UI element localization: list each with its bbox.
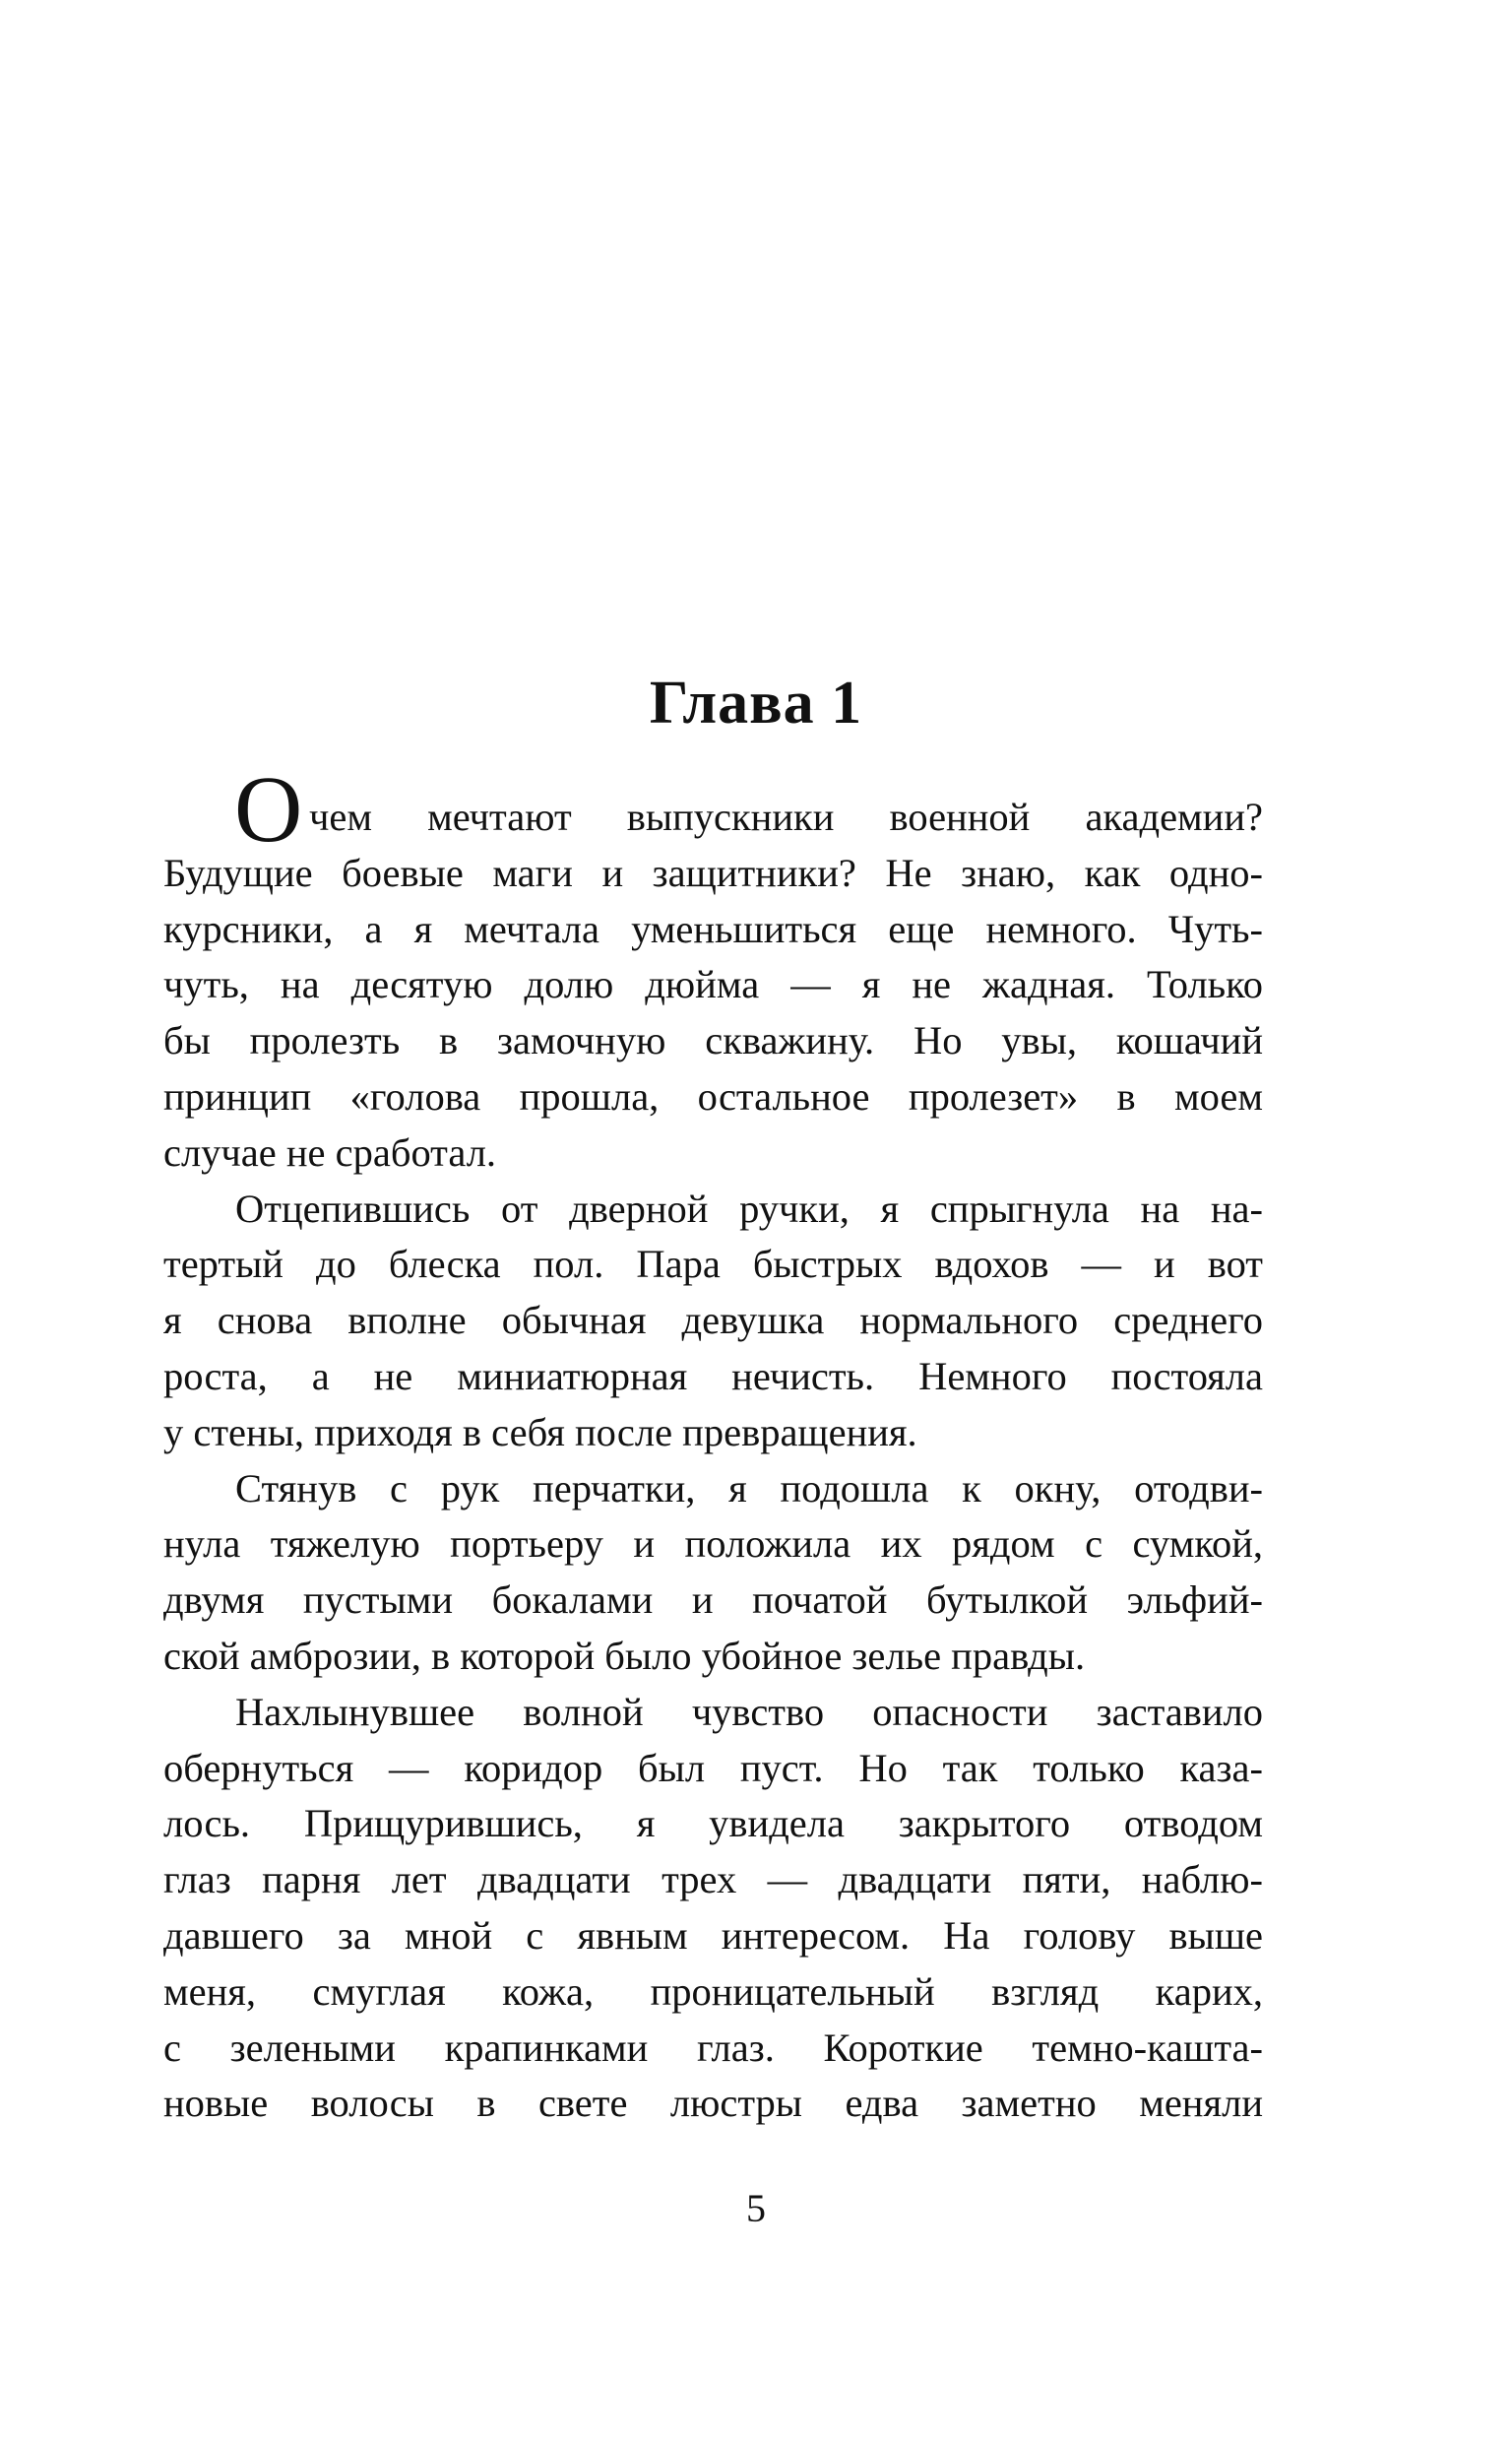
paragraph-4 [163,1685,1263,2132]
text-line: Стянув с рук перчатки, я подошла к окну, отодви- [235,1465,1263,1511]
text-line: бы пролезть в замочную скважину. Но увы, кошачий [163,1018,1263,1063]
text-line-content: чем мечтают выпускники военной академии? [309,795,1263,839]
text-line: я снова вполне обычная девушка нормального среднего [163,1298,1263,1343]
text-line: лось. Прищурившись, я увидела закрытого отводом [163,1801,1263,1846]
text-line: у стены, приходя в себя после превращения. [163,1409,917,1454]
text-line: чуть, на десятую долю дюйма — я не жадная. Только [163,962,1263,1007]
text-line: принцип «голова прошла, остальное пролезет» в моем [163,1073,1263,1119]
text-line: меня, смуглая кожа, проницательный взгляд карих, [163,1968,1263,2014]
text-line: Будущие боевые маги и защитники? Не знаю, как одно- [163,850,1263,895]
text-line: глаз парня лет двадцати трех — двадцати пяти, наблю- [163,1857,1263,1902]
text-line: нула тяжелую портьеру и положила их рядом с сумкой, [163,1521,1263,1567]
paragraph-3 [163,1461,1263,1685]
drop-cap: О [234,756,303,862]
text-line: двумя пустыми бокалами и початой бутылкой эльфий- [163,1577,1263,1623]
text-line: обернуться — коридор был пуст. Но так только каза- [163,1745,1263,1790]
text-line: ской амброзии, в которой было убойное зелье правды. [163,1633,1086,1678]
page-number: 5 [746,2186,766,2230]
text-line: курсники, а я мечтала уменьшиться еще немного. Чуть- [163,906,1263,951]
text-line: случае не сработал. [163,1129,497,1175]
text-line: Отцепившись от дверной ручки, я спрыгнула на на- [235,1186,1263,1231]
text-line: с зелеными крапинками глаз. Короткие темно-кашта- [163,2025,1263,2070]
text-line: давшего за мной с явным интересом. На голову выше [163,1912,1263,1958]
text-line [163,756,1263,862]
text-line: Нахлынувшее волной чувство опасности заставило [235,1689,1263,1734]
text-line: роста, а не миниатюрная нечисть. Немного постояла [163,1353,1263,1398]
text-line: тертый до блеска пол. Пара быстрых вдохов — и вот [163,1242,1263,1287]
paragraph-2 [163,1182,1263,1461]
paragraph-1 [163,756,1263,1182]
chapter-title: Глава 1 [649,670,863,737]
text-line: новые волосы в свете люстры едва заметно меняли [163,2081,1263,2126]
chapter-body [163,756,1263,2132]
